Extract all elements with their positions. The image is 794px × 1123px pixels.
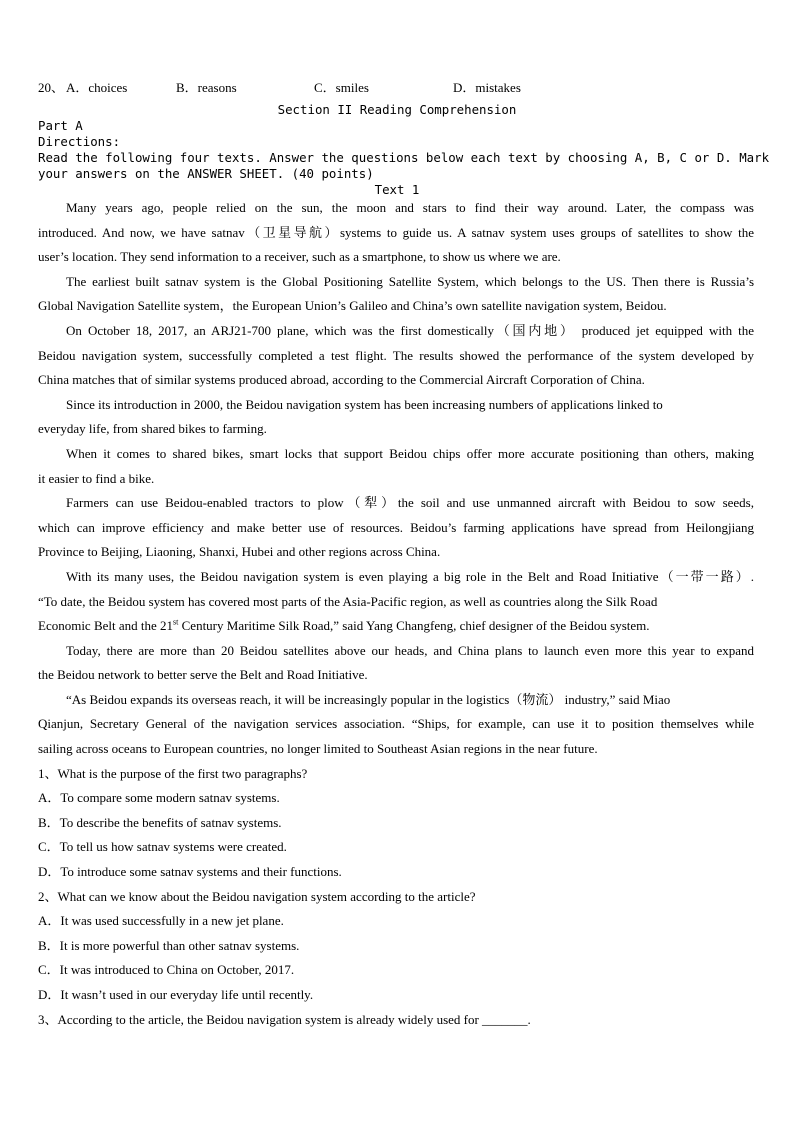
text-line: Since its introduction in 2000, the Beidou navigation system has been increasing numbers of applications linked to (66, 396, 663, 412)
text-line: Many years ago, people relied on the sun, the moon and stars to find their way around. Later, the compass was (66, 200, 754, 215)
text-line: “To date, the Beidou system has covered most parts of the Asia-Pacific region, as well as countries along the Silk Road (38, 593, 658, 609)
text-line: A．To compare some modern satnav systems. (38, 790, 280, 806)
text-line: 3、According to the article, the Beidou navigation system is already widely used for _______. (38, 1011, 531, 1027)
text-line: “As Beidou expands its overseas reach, it will be increasingly popular in the logistics（物流） industry,” said Miao (66, 691, 671, 707)
text-line: C．It was introduced to China on October, 2017. (38, 962, 295, 978)
superscript: st (173, 617, 179, 627)
text-title: Text 1 (374, 182, 420, 197)
text-line: everyday life, from shared bikes to farming. (38, 421, 267, 437)
text-line: introduced. And now, we have satnav（卫星导航）systems to guide us. A satnav system uses groups of satellites to show the (38, 224, 754, 240)
directions-text-line: your answers on the ANSWER SHEET. (40 points) (38, 166, 374, 181)
question-number: 20、 (38, 80, 65, 95)
text-line: On October 18, 2017, an ARJ21-700 plane, which was the first domestically（国内地） produced jet equipped with the (66, 322, 754, 338)
text-line: Farmers can use Beidou-enabled tractors to plow（犁）the soil and use unmanned aircraft with Beidou to sow seeds, (66, 495, 754, 511)
text-line: Today, there are more than 20 Beidou satellites above our heads, and China plans to launch even more this year to expand (66, 642, 754, 658)
text-line: 1、What is the purpose of the first two paragraphs? (38, 765, 308, 781)
option-c: C．smiles (314, 80, 369, 95)
option-a: A．choices (66, 80, 128, 95)
directions-text-line: Read the following four texts. Answer the questions below each text by choosing A, B, C or D. Mark (38, 150, 770, 165)
text-line: Global Navigation Satellite system，the European Union’s Galileo and China’s own satellite navigation system, Beidou. (38, 298, 667, 314)
text-line (38, 614, 754, 639)
text-line: sailing across oceans to European countries, no longer limited to Southeast Asian regions in the near future. (38, 741, 598, 757)
directions-label: Directions: (38, 134, 121, 149)
text-line: the Beidou network to better serve the Belt and Road Initiative. (38, 667, 368, 683)
text-line: C．To tell us how satnav systems were created. (38, 839, 287, 855)
text-line: D．To introduce some satnav systems and their functions. (38, 864, 342, 880)
text-line: A．It was used successfully in a new jet plane. (38, 913, 284, 929)
text-line: Province to Beijing, Liaoning, Shanxi, Hubei and other regions across China. (38, 544, 441, 560)
option-b: B．reasons (176, 80, 237, 95)
part-heading: Part A (38, 118, 83, 133)
passage-and-questions (38, 196, 754, 1032)
option-d: D．mistakes (453, 80, 521, 95)
text-segment: Economic Belt and the 21 (38, 618, 174, 634)
text-line: B．It is more powerful than other satnav systems. (38, 937, 300, 953)
text-line: user’s location. They send information to a receiver, such as a smartphone, to show us where we are. (38, 249, 561, 265)
text-line: which can improve efficiency and make better use of resources. Beidou’s farming applications have spread from Heilongjiang (38, 519, 754, 535)
text-line: The earliest built satnav system is the Global Positioning Satellite System, which belongs to the US. Then there is Russia’s (66, 273, 754, 289)
text-line: China matches that of similar systems produced abroad, according to the Commercial Aircraft Corporation of China. (38, 372, 645, 388)
text-line: it easier to find a bike. (38, 470, 155, 486)
text-line: B．To describe the benefits of satnav systems. (38, 814, 282, 830)
text-segment: Century Maritime Silk Road,” said Yang Changfeng, chief designer of the Beidou system. (178, 618, 650, 634)
text-line: With its many uses, the Beidou navigation system is even playing a big role in the Belt and Road Initiative（一带一路）. (66, 568, 754, 584)
text-line: When it comes to shared bikes, smart locks that support Beidou chips offer more accurate positioning than others, making (66, 445, 754, 461)
section-title: Section II Reading Comprehension (277, 102, 517, 117)
text-line: D．It wasn’t used in our everyday life until recently. (38, 987, 314, 1002)
text-line: 2、What can we know about the Beidou navigation system according to the article? (38, 888, 476, 904)
text-line: Beidou navigation system, successfully completed a test flight. The results showed the performance of the system developed by (38, 347, 754, 363)
text-line: Qianjun, Secretary General of the navigation services association. “Ships, for example, can use it to position themselves while (38, 716, 754, 732)
